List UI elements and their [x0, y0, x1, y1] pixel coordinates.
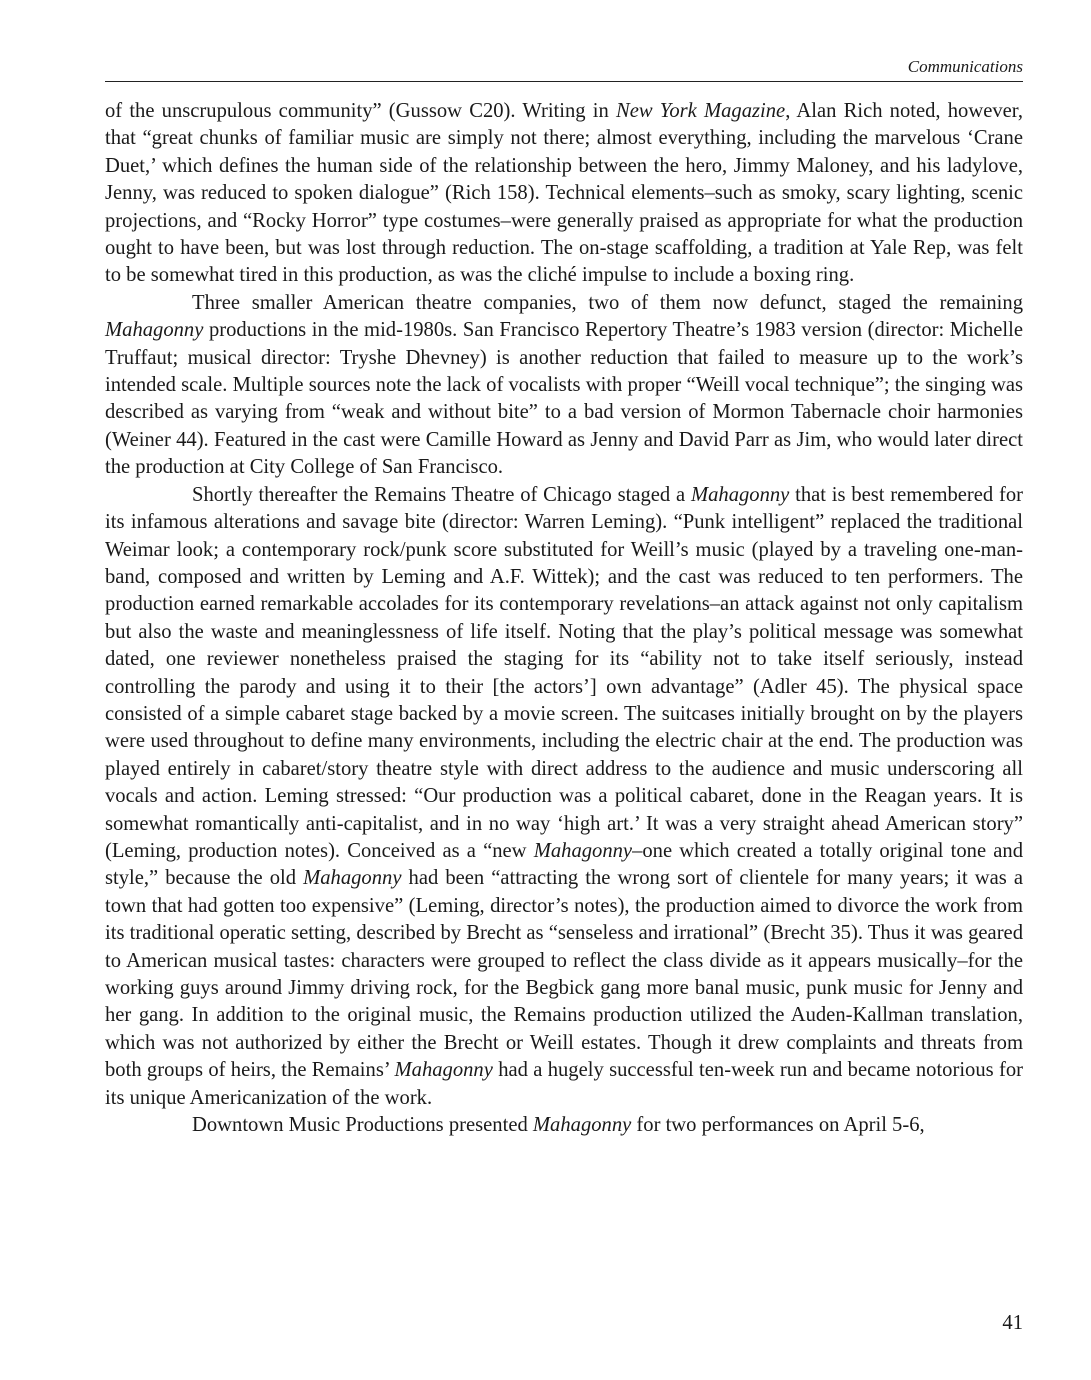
text-run: , Alan Rich noted, however, that “great chunks of familiar music are simply not there; almost everything, including the marvelous ‘Crane Duet,’ which defines the human side of the relationship between the hero, Jimmy Maloney, and his ladylove, Jenny, was reduced to spoken dialogue” (Rich 158). Technical elements–such as smoky, scary lighting, scenic projections, and “Rocky Horror” type costumes–were generally praised as appropriate for what the production ought to have been, but was lost through reduction. The on-stage scaffolding, a tradition at Yale Rep, was felt to be somewhat tired in this production, as was the cliché impulse to include a boxing ring. — [105, 100, 1023, 287]
header-rule — [105, 81, 1023, 82]
paragraph — [105, 482, 1023, 1112]
italic-title: Mahagonny — [690, 483, 790, 506]
italic-title: Mahagonny — [105, 319, 204, 342]
text-run: had a hugely successful ten-week run and became notorious for its unique Americanization of the work. — [105, 1059, 1024, 1109]
italic-title: Mahagonny — [532, 1114, 632, 1137]
paragraph — [105, 1112, 1023, 1139]
text-run: that is best remembered for its infamous alterations and savage bite (director: Warren Leming). “Punk intelligent” replaced the traditional Weimar look; a contemporary rock/punk score substituted for Weill’s music (played by a traveling one-man-band, composed and written by Leming and A.F. Wittek); and the cast was reduced to ten performers. The production earned remarkable accolades for its contemporary revelations–an attack against not only capitalism but also the waste and meaninglessness of life itself. Noting that the play’s political message was somewhat dated, one reviewer nonetheless praised the staging for its “ability not to take itself seriously, instead controlling the parody and using it to their [the actors’] own advantage” (Adler 45). The physical space consisted of a simple cabaret stage backed by a movie screen. The suitcases initially brought on by the players were used throughout to define many environments, including the electric chair at the end. The production was played entirely in cabaret/story theatre style with direct address to the audience and music underscoring all vocals and action. Leming stressed: “Our production was a political cabaret, done in the Reagan years. It is somewhat romantically anti-capitalist, and in no way ‘high art.’ It was a very straight ahead American story” (Leming, production notes). Conceived as a “new — [105, 483, 1024, 862]
italic-title: Mahagonny — [533, 839, 633, 862]
text-run: –one which created a totally original tone and style,” because the old — [105, 839, 1023, 890]
text-run: had been “attracting the wrong sort of clientele for many years; it was a town that had gotten too expensive” (Leming, director’s notes), the production aimed to divorce the work from its traditional operatic setting, described by Brecht as “senseless and irrational” (Brecht 35). Thus it was geared to American musical tastes: characters were grouped to reflect the class divide as it appears musically–for the working guys around Jimmy driving rock, for the Begbick gang more banal music, punk music for Jenny and her gang. In addition to the original music, the Remains production utilized the Auden-Kallman translation, which was not authorized by either the Brecht or Weill estates. Though it drew complaints and threats from both groups of heirs, the Remains’ — [105, 867, 1023, 1082]
italic-title: Mahagonny — [303, 867, 402, 890]
italic-title: New York Magazine — [615, 100, 786, 122]
paragraph — [105, 98, 1023, 290]
text-run: Downtown Music Productions presented — [192, 1114, 533, 1137]
text-run: Shortly thereafter the Remains Theatre of Chicago staged a — [192, 483, 691, 506]
text-run: for two performances on April 5-6, — [631, 1114, 925, 1137]
paragraph — [105, 290, 1023, 482]
body-text — [105, 98, 1023, 1139]
page-number: 41 — [1002, 1312, 1023, 1334]
text-run: Three smaller American theatre companies, two of them now defunct, staged the remaining — [192, 291, 1023, 314]
italic-title: Mahagonny — [394, 1059, 493, 1082]
text-run: productions in the mid-1980s. San Francisco Repertory Theatre’s 1983 version (director: Michelle Truffaut; musical director: Tryshe Dhevney) is another reduction that failed to measure up to the work’s intended scale. Multiple sources note the lack of vocalists with proper “Weill vocal technique”; the singing was described as varying from “weak and without bite” to a bad version of Mormon Tabernacle choir harmonies (Weiner 44). Featured in the cast were Camille Howard as Jenny and David Parr as Jim, who would later direct the production at City College of San Francisco. — [105, 319, 1023, 479]
text-run: of the unscrupulous community” (Gussow C20). Writing in — [105, 100, 616, 122]
running-head: Communications — [907, 57, 1023, 76]
